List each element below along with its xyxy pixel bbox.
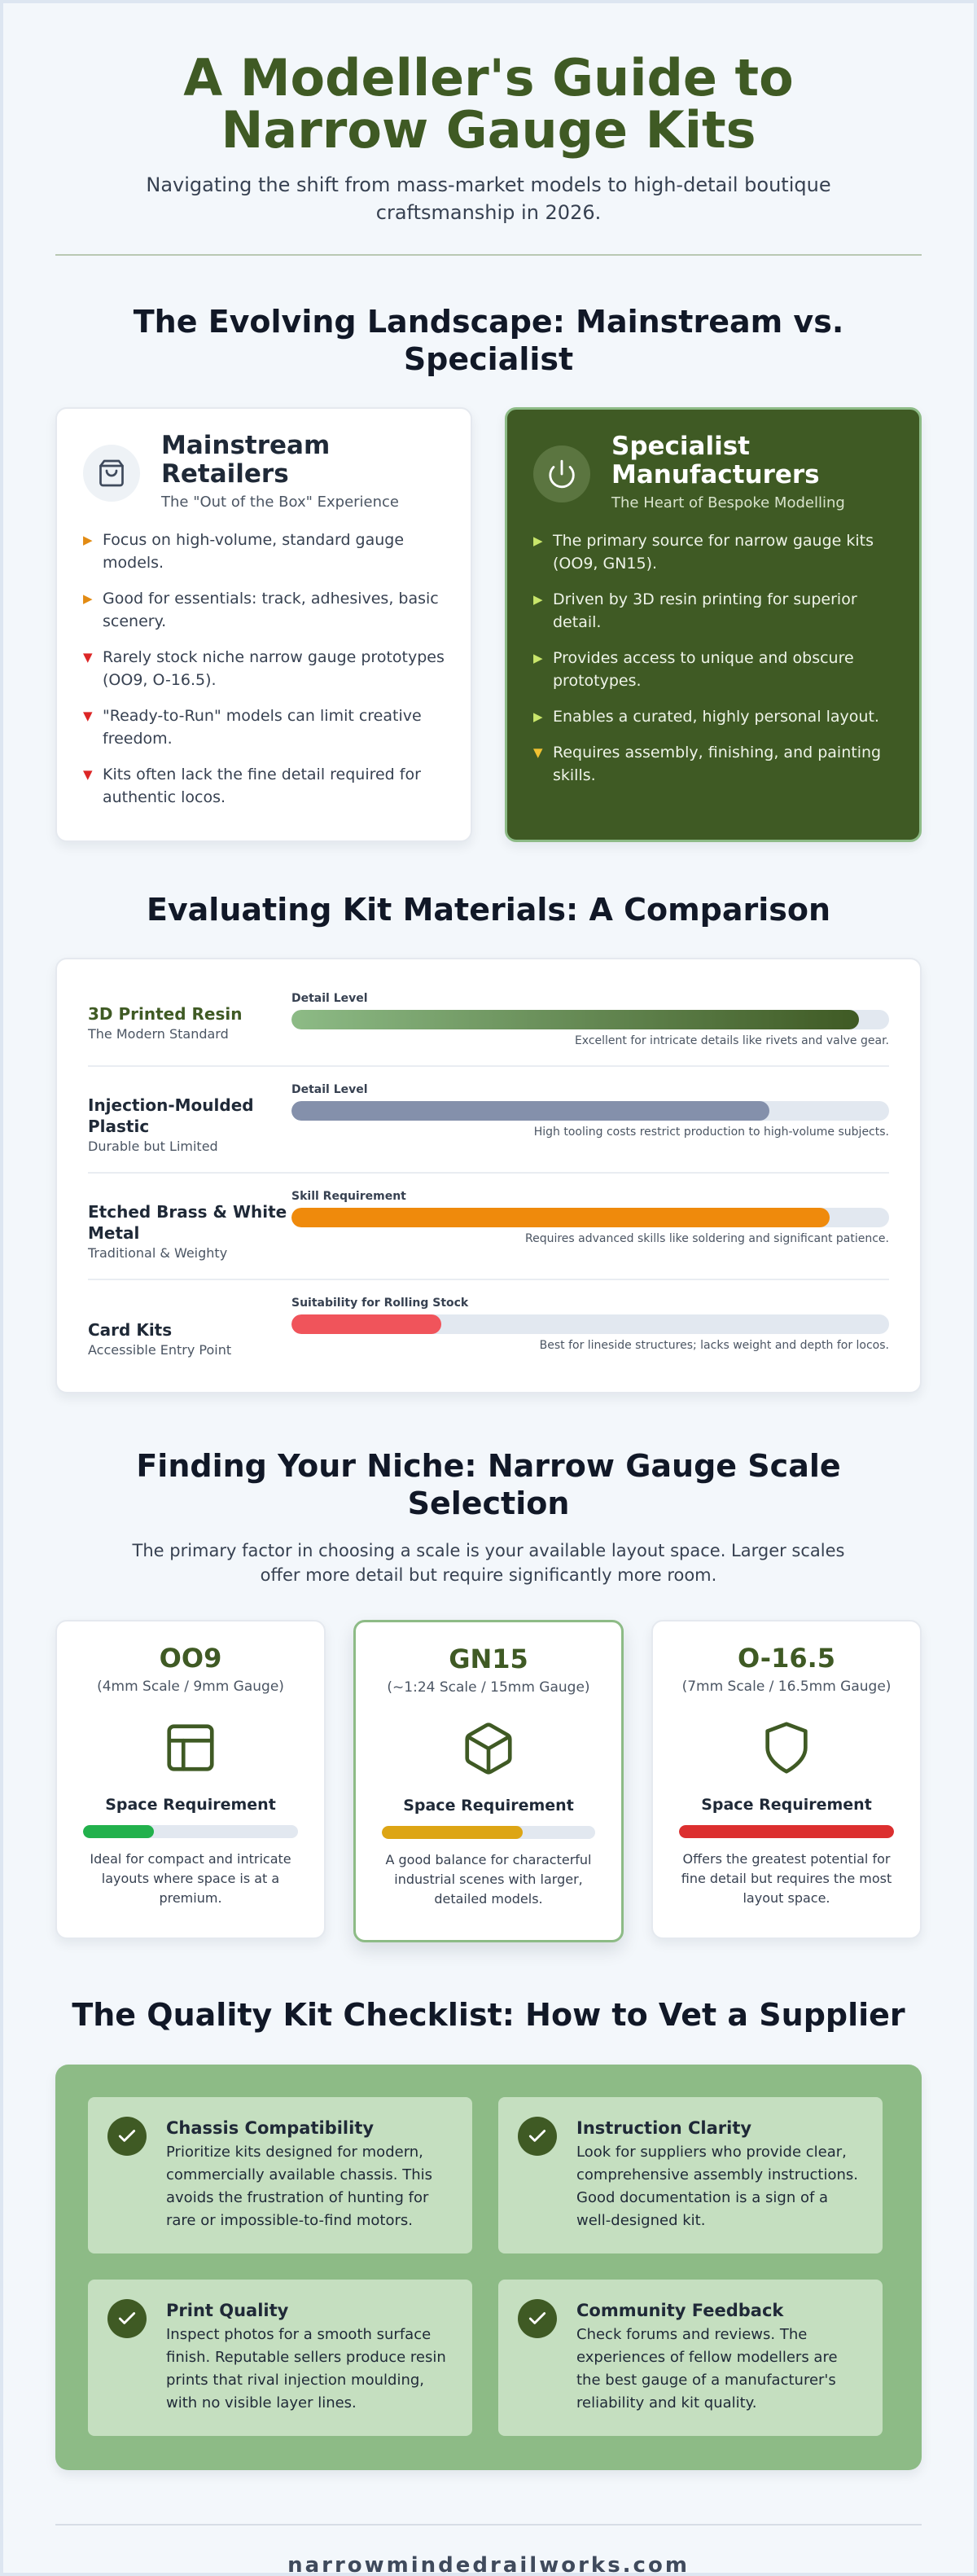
progress-fill (291, 1101, 769, 1121)
scale-title: OO9 (159, 1643, 222, 1674)
scale-description: Ideal for compact and intricate layouts where space is at a premium. (90, 1851, 291, 1906)
material-row-plastic (88, 1067, 889, 1174)
hero (55, 3, 922, 226)
material-note: Requires advanced skills like soldering and significant patience. (524, 1232, 889, 1245)
material-subtitle: Traditional & Weighty (88, 1245, 228, 1261)
checklist-heading: The Quality Kit Checklist: How to Vet a Supplier (72, 1997, 905, 2033)
triangle-right-icon: ▶ (533, 651, 543, 665)
content (55, 3, 922, 2576)
scale-title: O-16.5 (737, 1643, 836, 1674)
box-icon (460, 1720, 517, 1777)
mainstream-list (83, 529, 445, 809)
triangle-right-icon: ▶ (83, 591, 93, 606)
scale-title: GN15 (449, 1643, 528, 1674)
page-title: A Modeller's Guide to Narrow Gauge Kits (183, 48, 794, 160)
space-fill (679, 1825, 894, 1838)
checkmark-icon (518, 2299, 557, 2338)
triangle-down-icon: ▼ (83, 767, 93, 782)
material-row-card (88, 1280, 889, 1376)
progress-track (291, 1101, 889, 1121)
material-note: High tooling costs restrict production to high-volume subjects. (533, 1126, 889, 1139)
triangle-down-icon: ▼ (83, 709, 93, 723)
shield-icon (758, 1719, 815, 1776)
material-note: Excellent for intricate details like rivets and valve gear. (574, 1034, 889, 1047)
checklist-item (498, 2097, 883, 2253)
space-requirement-label: Space Requirement (701, 1796, 872, 1814)
progress-fill (291, 1010, 859, 1029)
scale-description: Offers the greatest potential for fine detail but requires the most layout space. (681, 1851, 892, 1906)
material-subtitle: The Modern Standard (88, 1026, 229, 1042)
checklist-panel (55, 2065, 922, 2470)
list-item: ▼ Requires assembly, finishing, and painting skills. (533, 741, 893, 787)
scale-subtitle: (~1:24 Scale / 15mm Gauge) (387, 1679, 590, 1696)
list-item: ▼ Rarely stock niche narrow gauge prototypes (OO9, O-16.5). (83, 646, 445, 691)
material-name: Etched Brass & White Metal (88, 1202, 287, 1243)
specialist-header (533, 432, 893, 511)
triangle-down-icon: ▼ (533, 745, 543, 760)
progress-fill (291, 1314, 441, 1334)
scale-description: A good balance for characterful industrial scenes with larger, detailed models. (385, 1852, 592, 1907)
progress-fill (291, 1208, 830, 1227)
list-item: ▶ The primary source for narrow gauge kits (OO9, GN15). (533, 529, 893, 575)
progress-track (291, 1208, 889, 1227)
materials-heading: Evaluating Kit Materials: A Comparison (146, 892, 831, 928)
checklist-section (55, 1996, 922, 2470)
space-requirement-label: Space Requirement (105, 1796, 276, 1814)
footer-site-link[interactable]: narrowmindedrailworks.com (287, 2553, 690, 2576)
checklist-item-text: Check forums and reviews. The experiences of fellow modellers are the best gauge of a manufacturer's reliability and kit quality. (576, 2326, 838, 2411)
metric-label: Skill Requirement (291, 1190, 406, 1203)
space-track (382, 1826, 595, 1839)
space-requirement-label: Space Requirement (403, 1797, 574, 1815)
space-track (679, 1825, 894, 1838)
space-fill (83, 1825, 154, 1838)
materials-section (55, 891, 922, 1393)
metric-label: Suitability for Rolling Stock (291, 1297, 469, 1310)
page-subtitle: Navigating the shift from mass-market models to high-detail boutique craftsmanship in 2026. (146, 173, 831, 224)
mainstream-header (83, 432, 445, 511)
checklist-item-title: Instruction Clarity (576, 2118, 752, 2138)
checklist-item (88, 2280, 472, 2436)
list-item: ▶ Provides access to unique and obscure prototypes. (533, 647, 893, 692)
list-item: ▶ Focus on high-volume, standard gauge models. (83, 529, 445, 574)
material-row-resin (88, 976, 889, 1067)
material-row-brass (88, 1174, 889, 1280)
list-item: ▶ Enables a curated, highly personal layout. (533, 705, 893, 728)
specialist-title: Specialist Manufacturers (611, 432, 820, 489)
checklist-item-title: Community Feedback (576, 2301, 784, 2320)
footer-divider (55, 2524, 922, 2526)
progress-track (291, 1010, 889, 1029)
metric-label: Detail Level (291, 1083, 368, 1096)
mainstream-subtitle: The "Out of the Box" Experience (161, 494, 400, 511)
landscape-heading: The Evolving Landscape: Mainstream vs. Specialist (133, 304, 844, 377)
scales-lead: The primary factor in choosing a scale is your available layout space. Larger scales offer more detail but require significantly more room. (132, 1541, 845, 1585)
scales-heading: Finding Your Niche: Narrow Gauge Scale Selection (136, 1448, 841, 1521)
scales-section (55, 1447, 922, 1942)
progress-track (291, 1314, 889, 1334)
scale-card-o165 (651, 1620, 922, 1939)
checkmark-icon (107, 2299, 147, 2338)
checklist-item-title: Print Quality (166, 2301, 289, 2320)
list-item: ▼ Kits often lack the fine detail required for authentic locos. (83, 763, 445, 809)
mainstream-card (55, 407, 472, 842)
list-item: ▶ Driven by 3D resin printing for superior detail. (533, 588, 893, 634)
shopping-bag-icon (83, 445, 140, 502)
material-subtitle: Accessible Entry Point (88, 1342, 232, 1358)
checklist-item-title: Chassis Compatibility (166, 2118, 375, 2138)
material-name: Card Kits (88, 1320, 173, 1340)
landscape-section (55, 303, 922, 842)
triangle-right-icon: ▶ (83, 533, 93, 547)
checkmark-icon (518, 2117, 557, 2156)
triangle-right-icon: ▶ (533, 592, 543, 607)
metric-label: Detail Level (291, 992, 368, 1005)
space-track (83, 1825, 298, 1838)
triangle-right-icon: ▶ (533, 709, 543, 724)
footer (55, 2524, 922, 2576)
material-name: Injection-Moulded Plastic (88, 1095, 254, 1136)
specialist-card (505, 407, 922, 842)
specialist-subtitle: The Heart of Bespoke Modelling (611, 494, 845, 511)
landscape-cards (55, 407, 922, 842)
power-icon (533, 445, 590, 502)
scale-subtitle: (7mm Scale / 16.5mm Gauge) (681, 1679, 892, 1695)
material-note: Best for lineside structures; lacks weight and depth for locos. (539, 1339, 889, 1352)
checklist-item-text: Look for suppliers who provide clear, comprehensive assembly instructions. Good documentation is a sign of a well-designed kit. (576, 2144, 858, 2229)
checkmark-icon (107, 2117, 147, 2156)
checklist-item (88, 2097, 472, 2253)
scale-card-gn15 (353, 1620, 624, 1942)
checklist-item (498, 2280, 883, 2436)
scale-card-oo9 (55, 1620, 326, 1939)
layout-icon (162, 1719, 219, 1776)
materials-card (55, 958, 922, 1393)
triangle-down-icon: ▼ (83, 650, 93, 665)
material-subtitle: Durable but Limited (88, 1139, 218, 1154)
checklist-item-text: Inspect photos for a smooth surface finish. Reputable sellers produce resin prints that rival injection moulding, with no visible layer lines. (166, 2326, 446, 2411)
scale-cards (55, 1620, 922, 1942)
list-item: ▼ "Ready-to-Run" models can limit creative freedom. (83, 704, 445, 750)
list-item: ▶ Good for essentials: track, adhesives, basic scenery. (83, 587, 445, 633)
material-name: 3D Printed Resin (88, 1004, 243, 1024)
checklist-item-text: Prioritize kits designed for modern, commercially available chassis. This avoids the frustration of hunting for rare or impossible-to-find motors. (166, 2144, 433, 2229)
specialist-list (533, 529, 893, 787)
mainstream-title: Mainstream Retailers (161, 431, 331, 489)
divider (55, 254, 922, 256)
scale-subtitle: (4mm Scale / 9mm Gauge) (97, 1679, 284, 1695)
triangle-right-icon: ▶ (533, 533, 543, 548)
space-fill (382, 1826, 523, 1839)
